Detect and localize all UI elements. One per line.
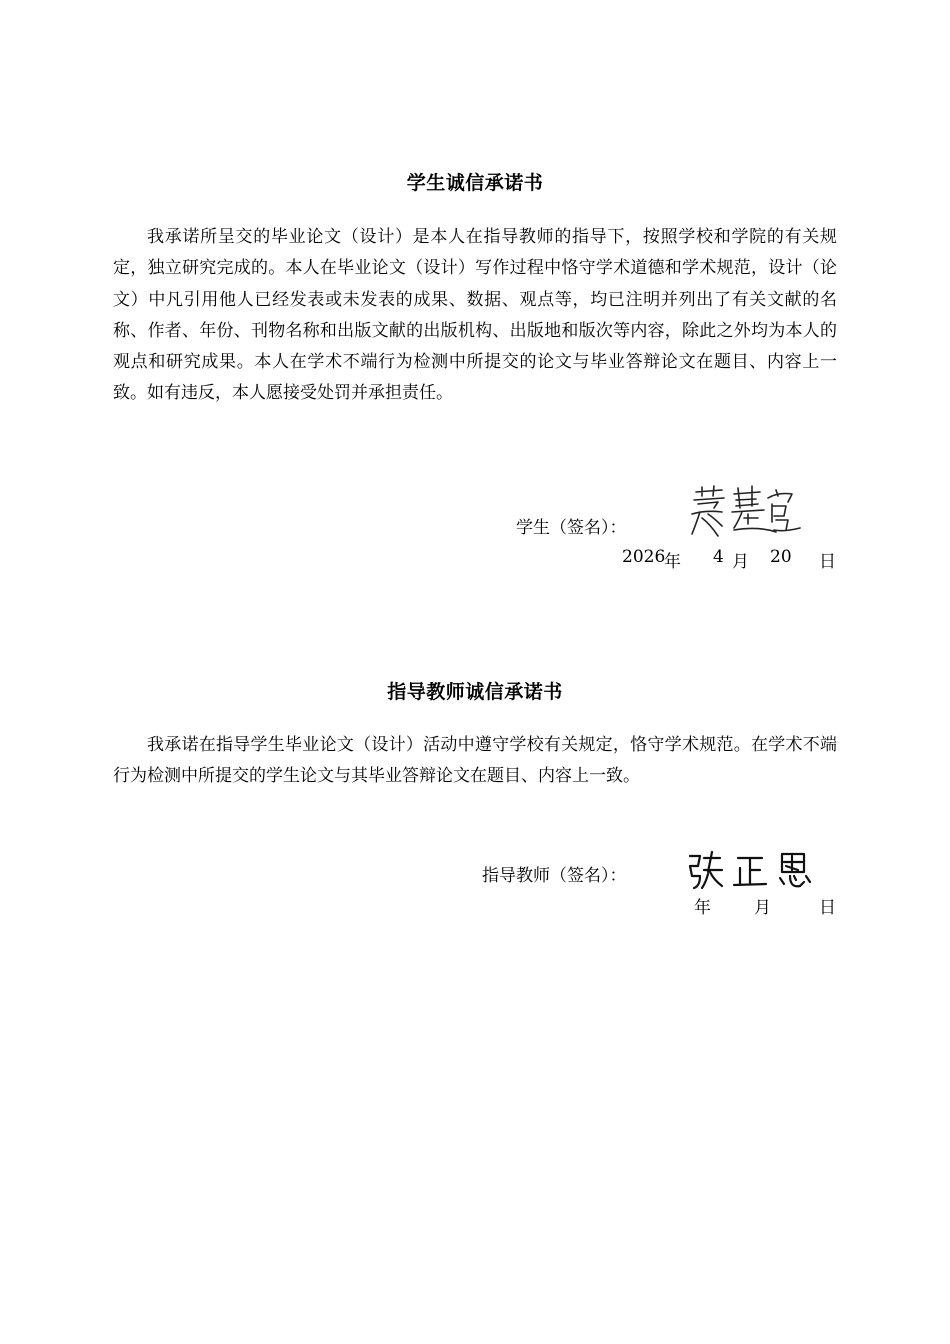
student-date-month-unit: 月 — [732, 552, 749, 572]
student-date-day-unit: 日 — [819, 552, 836, 572]
teacher-date-month-unit: 月 — [754, 898, 771, 918]
student-signature-label: 学生（签名）： — [516, 518, 627, 538]
student-date-year-unit: 年 — [664, 552, 681, 572]
student-date-line — [0, 547, 950, 571]
student-date-day: 20 — [770, 547, 792, 567]
teacher-pledge-title: 指导教师诚信承诺书 — [387, 681, 563, 703]
teacher-pledge-body: 我承诺在指导学生毕业论文（设计）活动中遵守学校有关规定，恪守学术规范。在学术不端行为检测中所提交的学生论文与其毕业答辩论文在题目、内容上一致。 — [113, 735, 837, 787]
student-pledge-body: 我承诺所呈交的毕业论文（设计）是本人在指导教师的指导下，按照学校和学院的有关规定，独立研究完成的。本人在毕业论文（设计）写作过程中恪守学术道德和学术规范，设计（论文）中凡引用他人已经发表或未发表的成果、数据、观点等，均已注明并列出了有关文献的名称、作者、年份、刊物名称和出版文献的出版机构、出版地和版次等内容，除此之外均为本人的观点和研究成果。本人在学术不端行为检测中所提交的论文与毕业答辩论文在题目、内容上一致。如有违反，本人愿接受处罚并承担责任。 — [113, 227, 837, 404]
teacher-signature-label: 指导教师（签名）： — [482, 866, 627, 886]
teacher-handwritten-signature — [686, 848, 816, 892]
teacher-date-year-unit: 年 — [694, 898, 711, 918]
student-date-month: 4 — [713, 547, 724, 567]
student-date-year: 2026 — [622, 547, 666, 567]
teacher-date-day-unit: 日 — [819, 898, 836, 918]
teacher-date-line — [0, 893, 950, 917]
student-pledge-title: 学生诚信承诺书 — [406, 172, 544, 194]
student-handwritten-signature — [688, 484, 803, 540]
